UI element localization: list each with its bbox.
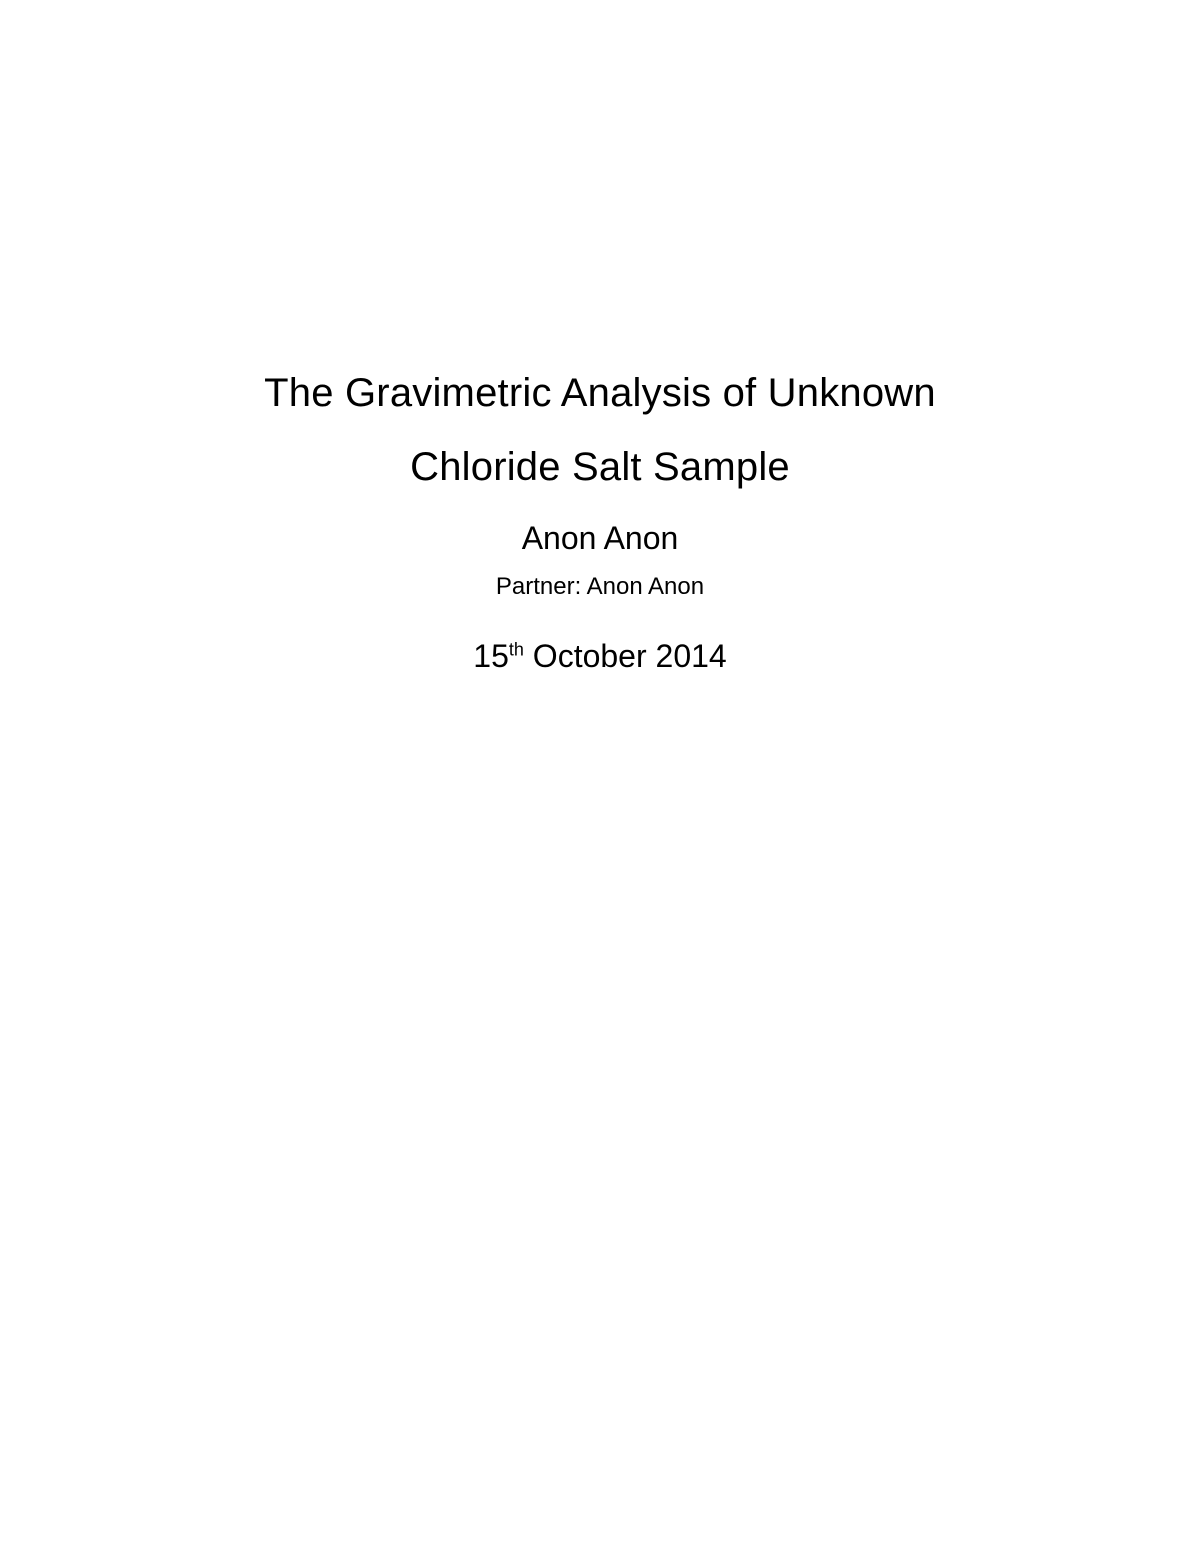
partner-name: Partner: Anon Anon [495, 573, 705, 600]
title-line-2: Chloride Salt Sample [410, 445, 790, 489]
document-title [0, 356, 1200, 504]
date-day: 15 [473, 638, 509, 674]
date-month-year: October 2014 [523, 638, 727, 674]
author-name: Anon Anon [521, 520, 679, 556]
date-day-suffix: th [508, 639, 524, 660]
report-date [0, 634, 1200, 678]
title-line-1: The Gravimetric Analysis of Unknown [264, 371, 936, 415]
